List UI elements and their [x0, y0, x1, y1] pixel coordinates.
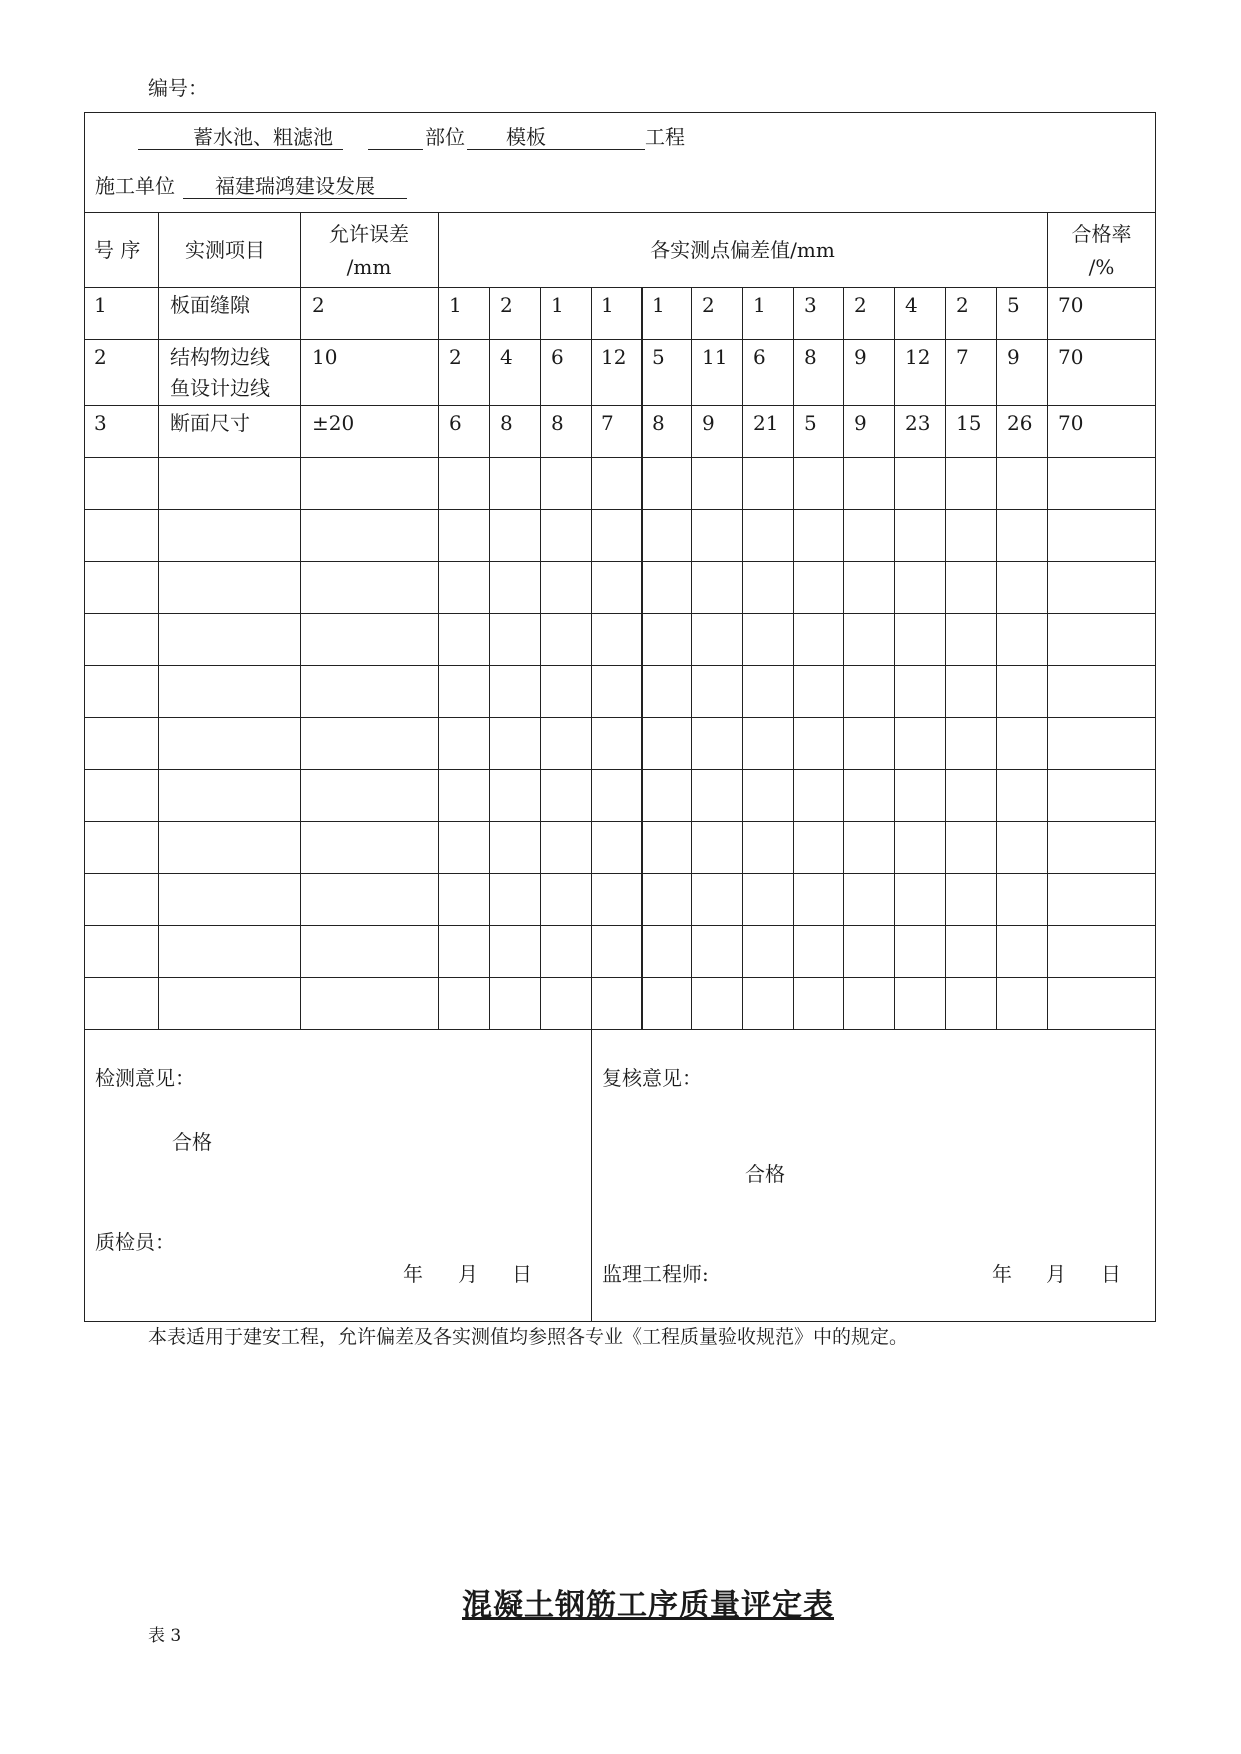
row-1-val-3: 1	[551, 293, 564, 317]
row-2-val-8: 8	[804, 345, 817, 369]
row-2-val-5: 5	[652, 345, 665, 369]
review-date-year: 年	[992, 1262, 1012, 1286]
inspector-label: 质检员：	[95, 1230, 175, 1254]
row-3-val-4: 7	[601, 411, 614, 435]
row-3-val-6: 9	[702, 411, 715, 435]
row-2-val-11: 7	[956, 345, 969, 369]
row-3-val-12: 26	[1007, 411, 1033, 435]
unit-label: 施工单位	[95, 174, 175, 198]
row-1-val-7: 1	[753, 293, 766, 317]
row-2-val-12: 9	[1007, 345, 1020, 369]
row-2-val-9: 9	[854, 345, 867, 369]
row-2-val-6: 11	[702, 345, 728, 369]
project-name: 蓄水池、粗滤池	[183, 125, 343, 150]
next-table-title: 混凝土钢筋工序质量评定表	[462, 1588, 834, 1623]
review-date-month: 月	[1046, 1262, 1066, 1286]
part-label: 部位	[425, 125, 465, 149]
next-table-number: 表 3	[148, 1626, 182, 1646]
inspection-date-year: 年	[403, 1262, 423, 1286]
row-1-val-9: 2	[854, 293, 867, 317]
col-header-pass-rate-unit: /%	[1088, 255, 1115, 279]
row-3-val-2: 8	[500, 411, 513, 435]
row-2-val-7: 6	[753, 345, 766, 369]
review-date-day: 日	[1101, 1262, 1121, 1286]
col-header-tolerance: 允许误差	[329, 222, 409, 246]
col-header-item: 实测项目	[185, 238, 265, 262]
row-3-val-7: 21	[753, 411, 779, 435]
row-3-tolerance: ±20	[312, 411, 355, 435]
col-header-seq: 号 序	[94, 238, 141, 262]
row-3-val-10: 23	[905, 411, 931, 435]
row-2-item-line2: 鱼设计边线	[170, 376, 270, 400]
doc-number-label: 编号：	[148, 76, 208, 100]
row-1-tolerance: 2	[312, 293, 325, 317]
col-header-pass-rate: 合格率	[1071, 222, 1132, 246]
row-3-seq: 3	[94, 411, 107, 435]
row-2-val-4: 12	[601, 345, 627, 369]
row-3-item: 断面尺寸	[170, 411, 250, 435]
row-1-val-12: 5	[1007, 293, 1020, 317]
row-2-val-2: 4	[500, 345, 513, 369]
row-1-val-1: 1	[449, 293, 462, 317]
row-1-seq: 1	[94, 293, 107, 317]
row-1-item: 板面缝隙	[170, 293, 250, 317]
engineer-label: 监理工程师:	[602, 1262, 709, 1286]
row-3-val-3: 8	[551, 411, 564, 435]
row-1-val-4: 1	[601, 293, 614, 317]
row-1-val-6: 2	[702, 293, 715, 317]
row-3-pass-rate: 70	[1058, 411, 1084, 435]
row-2-val-10: 12	[905, 345, 931, 369]
row-1-val-5: 1	[652, 293, 665, 317]
row-2-seq: 2	[94, 345, 107, 369]
row-3-val-11: 15	[956, 411, 982, 435]
inspection-result: 合格	[172, 1130, 212, 1154]
blank-underline	[138, 148, 183, 150]
row-3-val-9: 9	[854, 411, 867, 435]
row-1-pass-rate: 70	[1058, 293, 1084, 317]
row-2-val-3: 6	[551, 345, 564, 369]
inspection-date-day: 日	[512, 1262, 532, 1286]
row-3-val-8: 5	[804, 411, 817, 435]
inspection-label: 检测意见：	[95, 1066, 195, 1090]
unit-value: 福建瑞鸿建设发展	[183, 174, 407, 199]
row-2-pass-rate: 70	[1058, 345, 1084, 369]
row-1-val-8: 3	[804, 293, 817, 317]
row-1-val-10: 4	[905, 293, 918, 317]
inspection-date-month: 月	[458, 1262, 478, 1286]
footnote: 本表适用于建安工程，允许偏差及各实测值均参照各专业《工程质量验收规范》中的规定。	[148, 1326, 909, 1348]
part-value: 模板	[467, 125, 585, 150]
row-3-val-1: 6	[449, 411, 462, 435]
row-3-val-5: 8	[652, 411, 665, 435]
col-header-tolerance-unit: /mm	[346, 255, 392, 279]
row-1-val-2: 2	[500, 293, 513, 317]
col-header-deviation: 各实测点偏差值/mm	[650, 238, 835, 262]
blank-underline	[585, 148, 645, 150]
row-1-val-11: 2	[956, 293, 969, 317]
eng-label: 工程	[645, 125, 685, 149]
row-2-val-1: 2	[449, 345, 462, 369]
blank-underline	[368, 148, 423, 150]
review-result: 合格	[745, 1162, 785, 1186]
review-label: 复核意见：	[602, 1066, 702, 1090]
row-2-tolerance: 10	[312, 345, 338, 369]
row-2-item: 结构物边线	[170, 345, 270, 369]
